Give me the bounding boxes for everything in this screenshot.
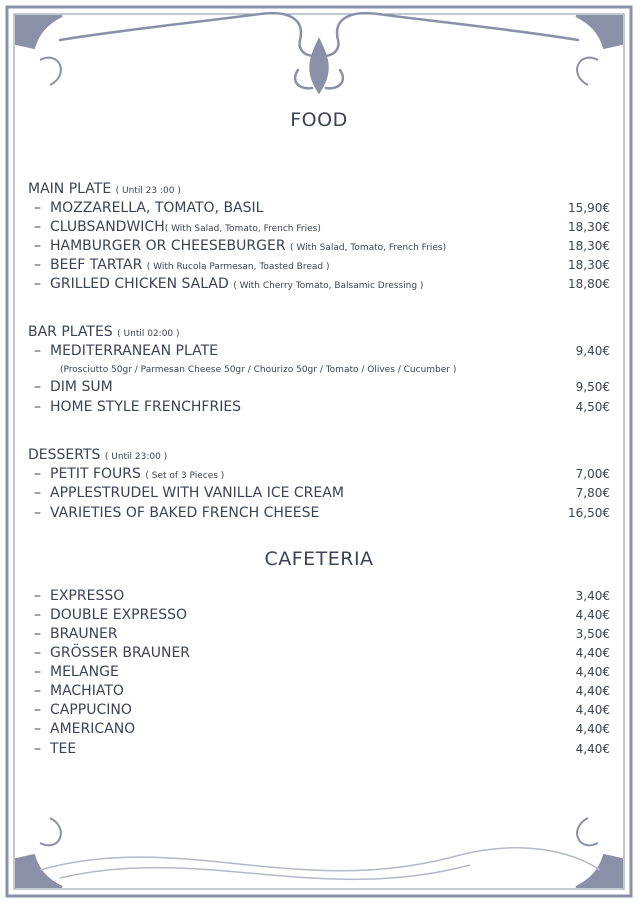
menu-item	[34, 505, 610, 523]
food-title: FOOD	[290, 109, 348, 131]
bullet-dash: –	[34, 702, 41, 718]
bullet-dash: –	[34, 645, 41, 661]
item-price: 4,50€	[575, 400, 610, 414]
section-title: DESSERTS	[28, 447, 101, 463]
item-name: MELANGE	[50, 664, 119, 680]
item-note: ( With Rucola Parmesan, Toasted Bread )	[146, 262, 330, 272]
item-price: 18,80€	[568, 277, 610, 291]
item-name: AMERICANO	[50, 721, 136, 737]
item-name: CLUBSANDWICH	[50, 219, 165, 235]
item-note: ( With Cherry Tomato, Balsamic Dressing )	[233, 281, 424, 291]
item-price: 18,30€	[568, 239, 610, 253]
item-price: 18,30€	[568, 258, 610, 272]
item-price: 3,50€	[575, 627, 610, 641]
bullet-dash: –	[34, 664, 41, 680]
bullet-dash: –	[34, 466, 41, 482]
item-name: GRILLED CHICKEN SALAD	[50, 276, 229, 292]
menu-item	[34, 257, 610, 275]
item-name: HOME STYLE FRENCHFRIES	[50, 399, 242, 415]
item-price: 4,40€	[575, 646, 610, 660]
menu-item	[34, 466, 610, 484]
bullet-dash: –	[34, 741, 41, 757]
item-price: 18,30€	[568, 220, 610, 234]
cafeteria-title: CAFETERIA	[264, 548, 374, 570]
item-name: GRÖSSER BRAUNER	[50, 645, 191, 661]
item-price: 4,40€	[575, 703, 610, 717]
item-name: HAMBURGER OR CHEESEBURGER	[50, 238, 286, 254]
item-name: DIM SUM	[50, 379, 113, 395]
menu-item	[34, 702, 610, 720]
top-center-ornament-icon	[60, 13, 578, 92]
section-title: MAIN PLATE	[28, 181, 112, 197]
menu-item	[34, 664, 610, 682]
item-price: 7,80€	[575, 486, 610, 500]
bullet-dash: –	[34, 343, 41, 359]
bullet-dash: –	[34, 588, 41, 604]
item-name: EXPRESSO	[50, 588, 125, 604]
menu-item	[34, 626, 610, 644]
section-hours: ( Until 02:00 )	[117, 329, 180, 339]
bullet-dash: –	[34, 276, 41, 292]
item-price: 15,90€	[568, 201, 610, 215]
menu-item	[34, 607, 610, 625]
menu-item	[34, 721, 610, 739]
item-price: 4,40€	[575, 684, 610, 698]
item-name: BRAUNER	[50, 626, 118, 642]
bullet-dash: –	[34, 626, 41, 642]
item-name: MACHIATO	[50, 683, 124, 699]
section-hours: ( Until 23 :00 )	[115, 186, 181, 196]
bullet-dash: –	[34, 485, 41, 501]
bullet-dash: –	[34, 379, 41, 395]
menu-item	[34, 485, 610, 503]
bottom-swirl-icon	[40, 848, 600, 880]
bullet-dash: –	[34, 721, 41, 737]
item-price: 4,40€	[575, 722, 610, 736]
bullet-dash: –	[34, 238, 41, 254]
menu-item	[34, 588, 610, 606]
item-description: (Prosciutto 50gr / Parmesan Cheese 50gr / Chourizo 50gr / Tomato / Olives / Cucumber )	[60, 365, 457, 375]
menu-item	[34, 200, 610, 218]
item-price: 4,40€	[575, 608, 610, 622]
item-name: BEEF TARTAR	[50, 257, 143, 273]
bullet-dash: –	[34, 200, 41, 216]
item-price: 9,50€	[575, 380, 610, 394]
item-note: ( With Salad, Tomato, French Fries)	[290, 243, 447, 253]
item-price: 16,50€	[568, 506, 610, 520]
item-name: PETIT FOURS	[50, 466, 141, 482]
item-name: APPLESTRUDEL WITH VANILLA ICE CREAM	[50, 485, 344, 501]
section-heading-main-plate	[28, 181, 181, 197]
bullet-dash: –	[34, 257, 41, 273]
menu-item	[34, 683, 610, 701]
menu-item	[34, 238, 610, 256]
menu-item	[34, 399, 610, 417]
section-heading-desserts	[28, 447, 167, 463]
section-heading-bar-plates	[28, 324, 180, 340]
item-name: MOZZARELLA, TOMATO, BASIL	[50, 200, 264, 216]
bullet-dash: –	[34, 683, 41, 699]
item-price: 3,40€	[575, 589, 610, 603]
bullet-dash: –	[34, 607, 41, 623]
item-name: TEE	[50, 741, 77, 757]
bullet-dash: –	[34, 219, 41, 235]
item-name: VARIETIES OF BAKED FRENCH CHEESE	[50, 505, 320, 521]
item-note: ( Set of 3 Pieces )	[145, 471, 225, 481]
item-name: CAPPUCINO	[50, 702, 132, 718]
menu-item	[34, 276, 610, 294]
bullet-dash: –	[34, 399, 41, 415]
item-note: ( With Salad, Tomato, French Fries)	[164, 224, 321, 234]
item-price: 4,40€	[575, 742, 610, 756]
menu-item	[34, 645, 610, 663]
item-name: MEDITERRANEAN PLATE	[50, 343, 218, 359]
menu-item	[34, 741, 610, 759]
item-price: 7,00€	[575, 467, 610, 481]
bullet-dash: –	[34, 505, 41, 521]
menu-item	[34, 343, 610, 361]
menu-item	[34, 219, 610, 237]
menu-item	[34, 379, 610, 397]
item-price: 4,40€	[575, 665, 610, 679]
item-name: DOUBLE EXPRESSO	[50, 607, 187, 623]
item-price: 9,40€	[575, 344, 610, 358]
section-hours: ( Until 23:00 )	[104, 452, 168, 462]
section-title: BAR PLATES	[28, 324, 113, 340]
